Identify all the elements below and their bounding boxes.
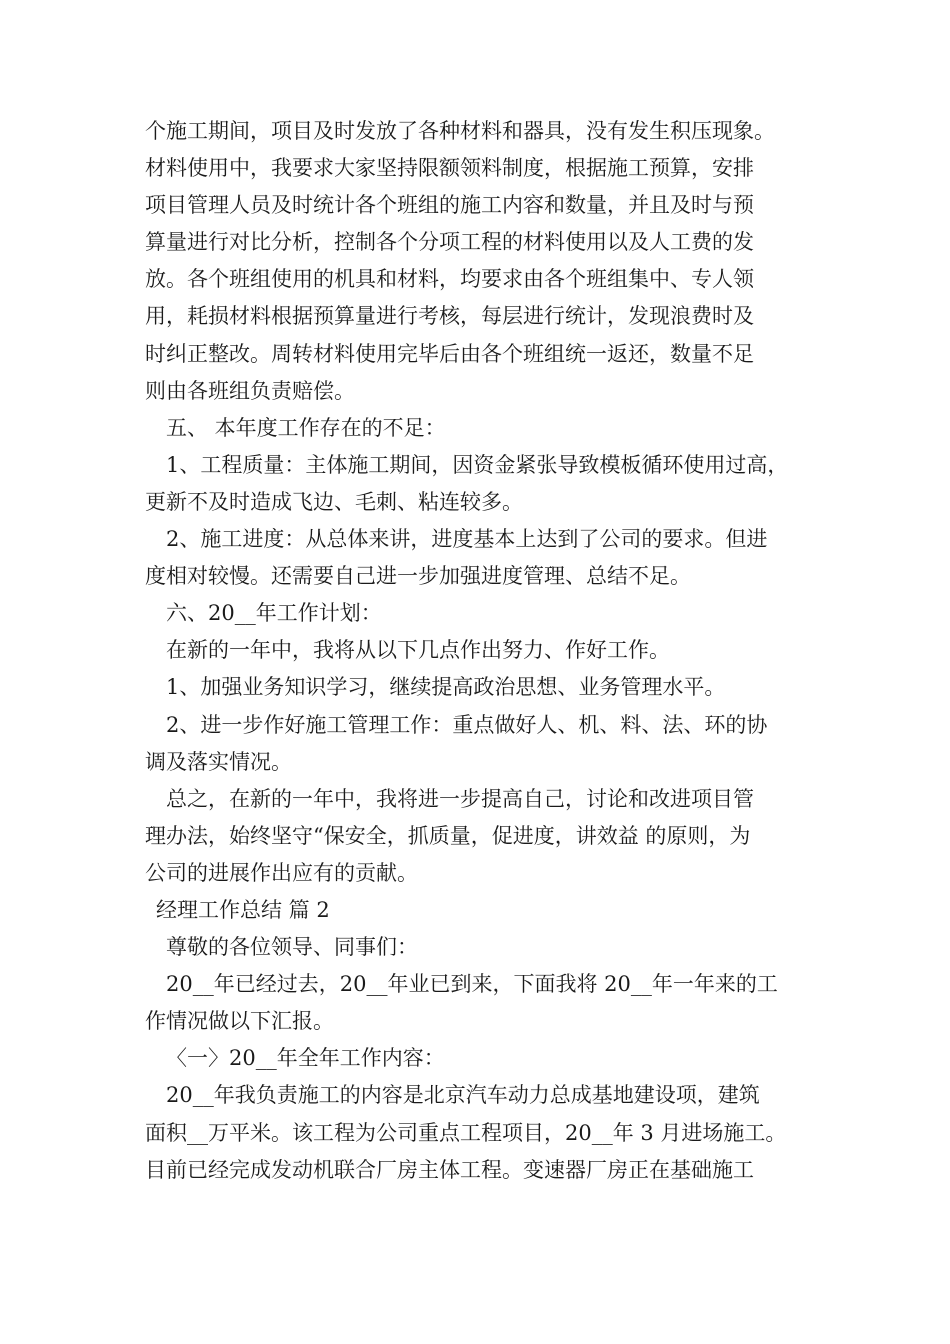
text-line: 1、工程质量：主体施工期间，因资金紧张导致模板循环使用过高， [166, 452, 789, 477]
text-line: 2、进一步作好施工管理工作：重点做好人、机、料、法、环的协 [166, 712, 768, 737]
text-line: 放。各个班组使用的机具和材料，均要求由各个班组集中、专人领 [145, 267, 754, 292]
text-line: 更新不及时造成飞边、毛刺、粘连较多。 [145, 489, 523, 514]
text-line: 用，耗损材料根据预算量进行考核，每层进行统计，发现浪费时及 [145, 304, 754, 329]
text-line: 算量进行对比分析，控制各个分项工程的材料使用以及人工费的发 [145, 230, 754, 255]
text-line: 调及落实情况。 [145, 749, 292, 774]
text-line: 〈一〉20__年全年工作内容： [166, 1046, 445, 1071]
document-body [145, 113, 825, 1189]
text-line: 材料使用中，我要求大家坚持限额领料制度，根据施工预算，安排 [145, 156, 754, 181]
text-line: 个施工期间，项目及时发放了各种材料和器具，没有发生积压现象。 [145, 119, 775, 143]
text-line: 项目管理人员及时统计各个班组的施工内容和数量，并且及时与预 [145, 193, 754, 218]
text-line: 1、加强业务知识学习，继续提高政治思想、业务管理水平。 [166, 675, 726, 700]
text-line: 作情况做以下汇报。 [145, 1009, 334, 1034]
text-line: 面积__万平米。该工程为公司重点工程项目，20__年 3 月进场施工。 [145, 1120, 787, 1145]
text-line: 目前已经完成发动机联合厂房主体工程。变速器厂房正在基础施工 [145, 1157, 754, 1182]
text-line: 20__年已经过去，20__年业已到来，下面我将 20__年一年来的工 [166, 972, 778, 997]
text-line: 理办法，始终坚守“保安全，抓质量，促进度，讲效益 的原则，为 [145, 823, 751, 848]
text-line: 度相对较慢。还需要自己进一步加强进度管理、总结不足。 [145, 564, 691, 589]
text-line: 2、施工进度：从总体来讲，进度基本上达到了公司的要求。但进 [166, 527, 768, 552]
text-line: 经理工作总结 篇 2 [156, 897, 330, 922]
text-line: 六、20__年工作计划： [166, 601, 382, 626]
text-line: 时纠正整改。周转材料使用完毕后由各个班组统一返还，数量不足 [145, 341, 754, 366]
text-line: 总之，在新的一年中，我将进一步提高自己，讨论和改进项目管 [166, 786, 754, 811]
text-line: 20__年我负责施工的内容是北京汽车动力总成基地建设项，建筑 [166, 1083, 760, 1108]
text-line: 五、 本年度工作存在的不足： [166, 415, 446, 440]
text-line: 尊敬的各位领导、同事们： [166, 935, 418, 960]
text-line: 公司的进展作出应有的贡献。 [145, 860, 418, 885]
text-line: 则由各班组负责赔偿。 [145, 378, 355, 403]
text-line: 在新的一年中，我将从以下几点作出努力、作好工作。 [166, 638, 670, 663]
